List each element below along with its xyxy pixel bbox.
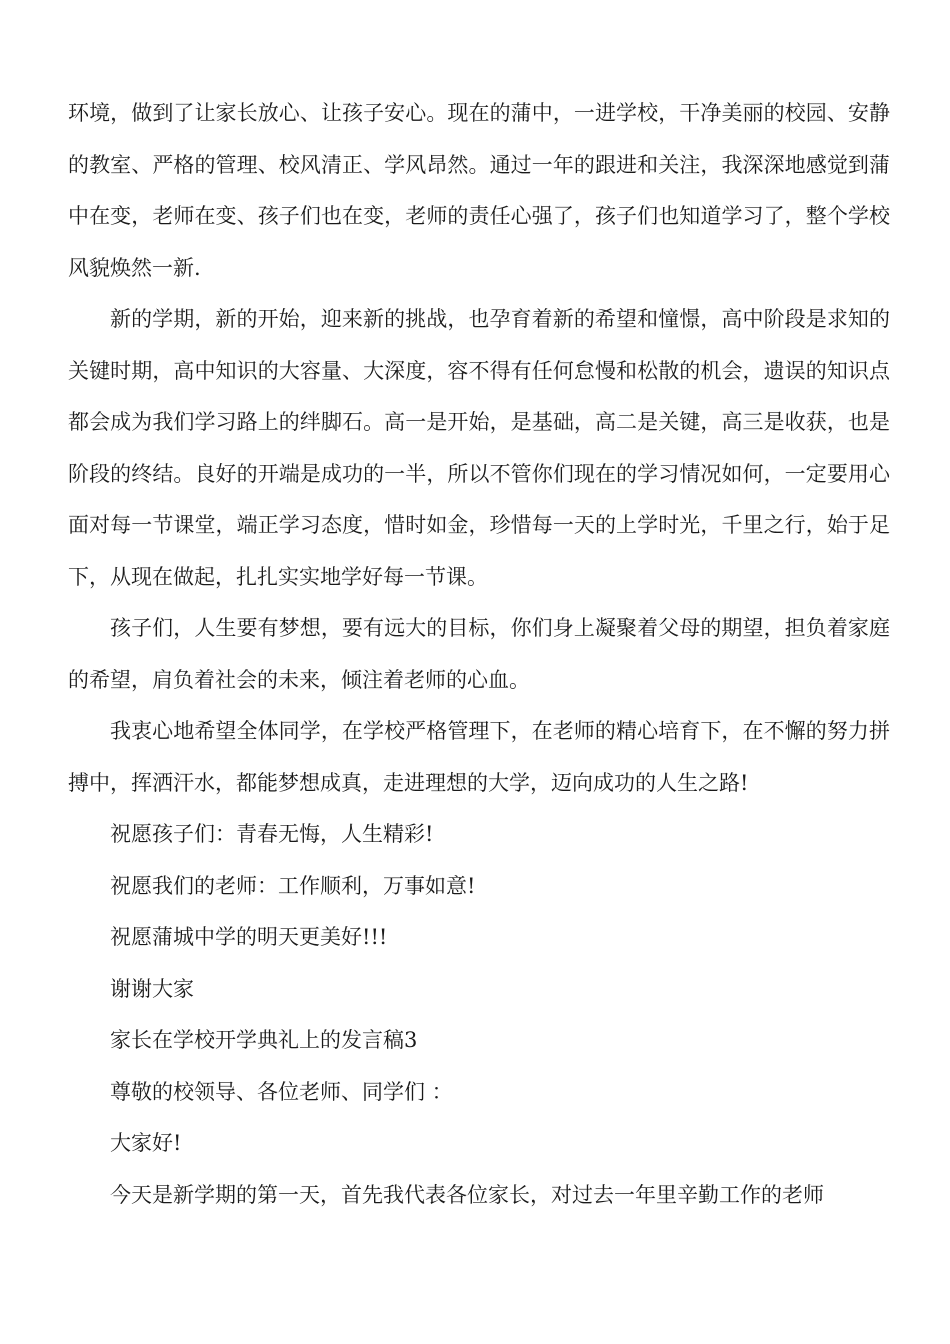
greeting: 大家好! xyxy=(110,1131,182,1155)
paragraph-wishes: 我衷心地希望全体同学，在学校严格管理下，在老师的精心培育下，在不懈的努力拼搏中，挥洒汗水，都能梦想成真，走进理想的大学，迈向成功的人生之路! xyxy=(68,719,890,795)
line-wish-school: 祝愿蒲城中学的明天更美好!!! xyxy=(110,925,388,949)
line-wish-teachers: 祝愿我们的老师：工作顺利，万事如意! xyxy=(110,873,476,898)
document-body xyxy=(68,88,890,1221)
paragraph-opening-truncated: 今天是新学期的第一天，首先我代表各位家长，对过去一年里辛勤工作的老师 xyxy=(110,1182,824,1207)
paragraph-new-semester: 新的学期，新的开始，迎来新的挑战，也孕育着新的希望和憧憬，高中阶段是求知的关键时期，高中知识的大容量、大深度，容不得有任何怠慢和松散的机会，遗误的知识点都会成为我们学习路上的绊脚石。高一是开始，是基础，高二是关键，高三是收获，也是阶段的终结。良好的开端是成功的一半，所以不管你们现在的学习情况如何，一定要用心面对每一节课堂，端正学习态度，惜时如金，珍惜每一天的上学时光，千里之行，始于足下，从现在做起，扎扎实实地学好每一节课。 xyxy=(68,307,890,589)
section-title: 家长在学校开学典礼上的发言稿3 xyxy=(110,1028,418,1052)
paragraph-dreams: 孩子们，人生要有梦想，要有远大的目标，你们身上凝聚着父母的期望，担负着家庭的希望，肩负着社会的未来，倾注着老师的心血。 xyxy=(68,616,890,692)
paragraph-continuation: 环境，做到了让家长放心、让孩子安心。现在的蒲中，一进学校，干净美丽的校园、安静的教室、严格的管理、校风清正、学风昂然。通过一年的跟进和关注，我深深地感觉到蒲中在变，老师在变、孩子们也在变，老师的责任心强了，孩子们也知道学习了，整个学校风貌焕然一新. xyxy=(68,101,890,280)
salutation: 尊敬的校领导、各位老师、同学们 ： xyxy=(110,1079,453,1104)
line-thanks: 谢谢大家 xyxy=(110,976,194,1001)
line-wish-students: 祝愿孩子们：青春无悔，人生精彩! xyxy=(110,822,434,846)
